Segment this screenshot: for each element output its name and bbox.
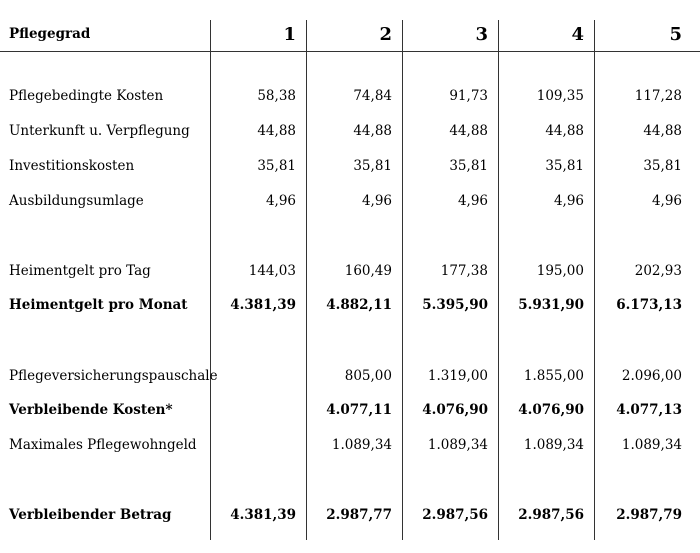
value-grade-1: 4.381,39 <box>230 507 296 523</box>
value-grade-4: 5.931,90 <box>518 297 584 313</box>
value-grade-5: 35,81 <box>643 158 682 174</box>
value-grade-2: 1.089,34 <box>331 437 392 453</box>
row-pflegeversicherungspauschale <box>0 364 700 388</box>
value-grade-2: 74,84 <box>353 88 392 104</box>
value-grade-4: 1.089,34 <box>523 437 584 453</box>
row-pflegebedingte-kosten <box>0 84 700 108</box>
value-grade-3: 177,38 <box>440 263 488 279</box>
value-grade-4: 44,88 <box>545 123 584 139</box>
row-heimentgelt-pro-tag <box>0 259 700 283</box>
value-grade-2: 44,88 <box>353 123 392 139</box>
value-grade-5: 6.173,13 <box>616 297 682 313</box>
row-label: Pflegebedingte Kosten <box>9 88 164 104</box>
value-grade-3: 44,88 <box>449 123 488 139</box>
value-grade-4: 4.076,90 <box>518 402 584 418</box>
row-maximales-pflegewohngeld <box>0 433 700 457</box>
row-label: Pflegeversicherungspauschale <box>9 368 218 384</box>
value-grade-1: 44,88 <box>257 123 296 139</box>
row-label: Verbleibender Betrag <box>9 507 172 523</box>
value-grade-4: 35,81 <box>545 158 584 174</box>
value-grade-1: 35,81 <box>257 158 296 174</box>
value-grade-3: 35,81 <box>449 158 488 174</box>
row-label: Verbleibende Kosten* <box>9 402 173 418</box>
value-grade-4: 109,35 <box>536 88 584 104</box>
value-grade-3: 4,96 <box>457 193 488 209</box>
grade-4-header: 4 <box>571 23 584 45</box>
value-grade-2: 4.077,11 <box>326 402 392 418</box>
value-grade-4: 195,00 <box>536 263 584 279</box>
value-grade-5: 44,88 <box>643 123 682 139</box>
row-label: Ausbildungsumlage <box>9 193 144 209</box>
value-grade-3: 1.319,00 <box>427 368 488 384</box>
value-grade-2: 2.987,77 <box>326 507 392 523</box>
row-investitionskosten <box>0 154 700 178</box>
value-grade-1: 144,03 <box>248 263 296 279</box>
grade-5-header: 5 <box>669 23 682 45</box>
row-label: Heimentgelt pro Tag <box>9 263 151 279</box>
value-grade-2: 35,81 <box>353 158 392 174</box>
value-grade-3: 5.395,90 <box>422 297 488 313</box>
row-label: Unterkunft u. Verpflegung <box>9 123 190 139</box>
value-grade-5: 2.096,00 <box>621 368 682 384</box>
value-grade-4: 1.855,00 <box>523 368 584 384</box>
value-grade-1: 4.381,39 <box>230 297 296 313</box>
header-rule <box>0 51 700 52</box>
value-grade-4: 4,96 <box>553 193 584 209</box>
value-grade-1: 4,96 <box>265 193 296 209</box>
header-row <box>0 22 700 46</box>
row-verbleibender-betrag <box>0 503 700 527</box>
value-grade-4: 2.987,56 <box>518 507 584 523</box>
value-grade-3: 4.076,90 <box>422 402 488 418</box>
value-grade-5: 4.077,13 <box>616 402 682 418</box>
row-label: Heimentgelt pro Monat <box>9 297 188 313</box>
value-grade-5: 4,96 <box>651 193 682 209</box>
row-verbleibende-kosten <box>0 398 700 422</box>
value-grade-3: 91,73 <box>449 88 488 104</box>
value-grade-1: 58,38 <box>257 88 296 104</box>
grade-1-header: 1 <box>283 23 296 45</box>
row-unterkunft-verpflegung <box>0 119 700 143</box>
value-grade-2: 160,49 <box>344 263 392 279</box>
value-grade-3: 1.089,34 <box>427 437 488 453</box>
value-grade-5: 2.987,79 <box>616 507 682 523</box>
value-grade-5: 117,28 <box>634 88 682 104</box>
pflegegrad-header: Pflegegrad <box>9 26 91 42</box>
row-ausbildungsumlage <box>0 189 700 213</box>
row-label: Investitionskosten <box>9 158 135 174</box>
grade-2-header: 2 <box>379 23 392 45</box>
value-grade-2: 805,00 <box>344 368 392 384</box>
row-heimentgelt-pro-monat <box>0 293 700 317</box>
value-grade-5: 1.089,34 <box>621 437 682 453</box>
value-grade-3: 2.987,56 <box>422 507 488 523</box>
row-label: Maximales Pflegewohngeld <box>9 437 197 453</box>
value-grade-2: 4.882,11 <box>326 297 392 313</box>
value-grade-5: 202,93 <box>634 263 682 279</box>
value-grade-2: 4,96 <box>361 193 392 209</box>
grade-3-header: 3 <box>475 23 488 45</box>
